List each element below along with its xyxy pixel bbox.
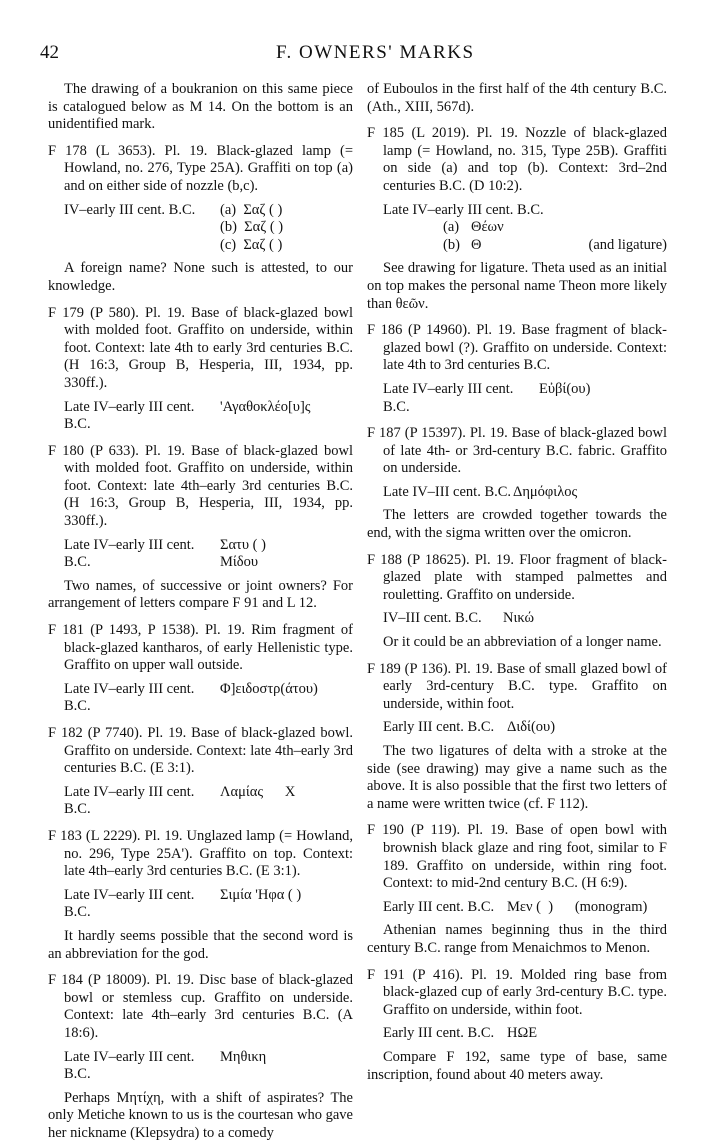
graffito-readings [220,537,353,572]
left-column [48,81,353,1142]
page-number: 42 [40,42,59,63]
date-line [64,681,353,716]
entry-f189: F 189 (P 136). Pl. 19. Base of small glazed bowl of early 3rd-century B.C. type. Graffito on underside, within foot. [367,660,667,712]
reading-line [220,219,353,237]
date: Late IV–early III cent. B.C. [64,1048,195,1083]
date-line [64,784,353,819]
graffito-text: Μίδου [220,554,259,571]
date-line [383,381,667,416]
graffito-text: Μηθικη [220,1048,267,1065]
intro-paragraph: The drawing of a boukranion on this same piece is catalogued below as M 14. On the bottom is an unidentified mark. [48,81,353,133]
date: Late IV–early III cent. B.C. [64,886,195,921]
graffito-text: Θέων [471,219,504,236]
date-line [64,537,353,572]
entry-f179: F 179 (P 580). Pl. 19. Base of black-glazed bowl with molded foot. Graffito on underside, within foot. Context: late 4th to early 3rd centuries B.C. (H 16:3, Group B, Hesperia, III, 1934, pp. 330ff.). [48,304,353,391]
entry-f184: F 184 (P 18009). Pl. 19. Disc base of black-glazed bowl or stemless cup. Graffito on underside. Context: late 4th–early 3rd centuries B.C. (A 18:6). [48,972,353,1041]
graffito-text: Σαζ ( ) [243,201,283,218]
reading-label: (c) [220,236,237,253]
entry-f190: F 190 (P 119). Pl. 19. Base of open bowl with brownish black glaze and ring foot, similar to F 189. Graffito on underside, within ring foot. Context: to mid-2nd century B.C. (H 6:9). [367,822,667,892]
graffito-text: Φ]ειδοστρ(άτου) [220,680,318,697]
note: See drawing for ligature. Theta used as an initial on top makes the personal name Theon more likely than θεῶν. [367,260,667,312]
graffito-text: Δημόφιλος [513,483,578,500]
note: It hardly seems possible that the second word is an abbreviation for the god. [48,927,353,962]
date: IV–early III cent. B.C. [64,201,196,218]
reading-line [220,202,353,220]
note: Athenian names beginning thus in the third century B.C. range from Menaichmos to Menon. [367,922,667,956]
entry-f186: F 186 (P 14960). Pl. 19. Base fragment of black-glazed bowl (?). Graffito on underside. Context: late 4th to 3rd centuries B.C. [367,322,667,374]
graffito-text: Σατυ ( ) [220,536,266,553]
graffito-readings [220,202,353,255]
date: Early III cent. B.C. [383,898,495,915]
note: The letters are crowded together towards the end, with the sigma written over the omicron. [367,507,667,542]
reading-label: (b) [443,236,460,253]
note: A foreign name? None such is attested, to our knowledge. [48,260,353,294]
reading-label: (a) [220,201,237,218]
date: Late IV–early III cent. B.C. [64,680,195,715]
graffito-text: Εὐβί(ου) [539,380,591,397]
date: Early III cent. B.C. [383,1025,495,1042]
date-line [383,202,667,255]
reading-line [220,237,353,255]
date: Late IV–early III cent. B.C. [383,201,544,218]
date: Early III cent. B.C. [383,719,495,736]
date-line [383,1025,667,1043]
date: Late IV–early III cent. B.C. [64,783,195,818]
continued-text: of Euboulos in the first half of the 4th century B.C. (Ath., XIII, 567d). [367,81,667,115]
reading-label: (a) [443,219,460,236]
reading-label: (b) [220,219,237,236]
note: Perhaps Μητίχη, with a shift of aspirates? The only Metiche known to us is the courtesan who gave her nickname (Klepsydra) to a comedy [48,1089,353,1141]
reading-line [443,219,667,237]
date-line [64,887,353,922]
graffito-text: ΗΩΕ [507,1025,538,1042]
date: IV–III cent. B.C. [383,610,482,627]
graffito-text: 'Αγαθοκλέο[υ]ς [220,398,311,415]
running-header: F. OWNERS' MARKS [276,42,475,63]
date: Late IV–III cent. B.C. [383,483,512,500]
date-line [64,1049,353,1084]
entry-f183: F 183 (L 2229). Pl. 19. Unglazed lamp (= Howland, no. 296, Type 25A'). Graffito on top. Context: late 4th–early 3rd centuries B.C. (E 3:1). [48,827,353,880]
entry-f185: F 185 (L 2019). Pl. 19. Nozzle of black-glazed lamp (= Howland, no. 315, Type 25B). Graffiti on side (a) and top (b). Context: 3rd–2nd centuries B.C. (D 10:2). [367,125,667,194]
note: Two names, of successive or joint owners? For arrangement of letters compare F 91 and L 12. [48,577,353,612]
note: The two ligatures of delta with a stroke at the side (see drawing) may give a name such as the above. It is also possible that the first two letters of a name were written twice (cf. F 112). [367,743,667,812]
reading-line [443,237,667,255]
graffito-text: Σαζ ( ) [244,219,284,236]
note: Compare F 192, same type of base, same inscription, found about 40 meters away. [367,1048,667,1083]
graffito-text: Διδί(ου) [507,719,556,736]
note: Or it could be an abbreviation of a longer name. [383,634,662,651]
entry-f188: F 188 (P 18625). Pl. 19. Floor fragment of black-glazed plate with stamped palmettes and rouletting. Graffito on underside. [367,551,667,603]
entry-f181: F 181 (P 1493, P 1538). Pl. 19. Rim fragment of black-glazed kantharos, of early Hellenistic type. Graffito on upper wall outside. [48,622,353,674]
date-line [64,202,353,255]
right-column [367,81,667,1084]
date: Late IV–early III cent. B.C. [64,536,195,571]
entry-f187: F 187 (P 15397). Pl. 19. Base of black-glazed bowl of late 4th- or 3rd-century B.C. fabric. Graffito on underside. [367,425,667,477]
date-line [64,399,353,434]
date-line [383,610,667,628]
date-line [383,899,667,917]
entry-f191: F 191 (P 416). Pl. 19. Molded ring base from black-glazed cup of early 3rd-century B.C. type. Graffito on underside, within foot. [367,966,667,1018]
graffito-text: Μεν ( ) (monogram) [507,898,648,915]
date-line [383,484,667,502]
graffito-text: Σιμία 'Ηφα ( ) [220,886,302,903]
graffito-text: Θ [471,236,482,253]
graffito-text: Νικώ [503,610,535,627]
entry-f178: F 178 (L 3653). Pl. 19. Black-glazed lamp (= Howland, no. 276, Type 25A). Graffiti on top (a) and on either side of nozzle (b,c). [48,142,353,194]
entry-f182: F 182 (P 7740). Pl. 19. Base of black-glazed bowl. Graffito on underside. Context: late 4th–early 3rd centuries B.C. (E 3:1). [48,725,353,777]
entry-f180: F 180 (P 633). Pl. 19. Base of black-glazed bowl with molded foot. Graffito on underside, within foot. Context: late 4th–early 3rd centuries B.C. (H 16:3, Group B, Hesperia, III, 1934, pp. 330ff.). [48,442,353,530]
graffito-text: Σαζ ( ) [243,236,283,253]
date: Late IV–early III cent. B.C. [383,380,514,415]
ligature-note: (and ligature) [588,236,667,253]
date-line [383,719,667,737]
graffito-text: Λαμίας X [220,783,296,800]
date: Late IV–early III cent. B.C. [64,398,195,433]
